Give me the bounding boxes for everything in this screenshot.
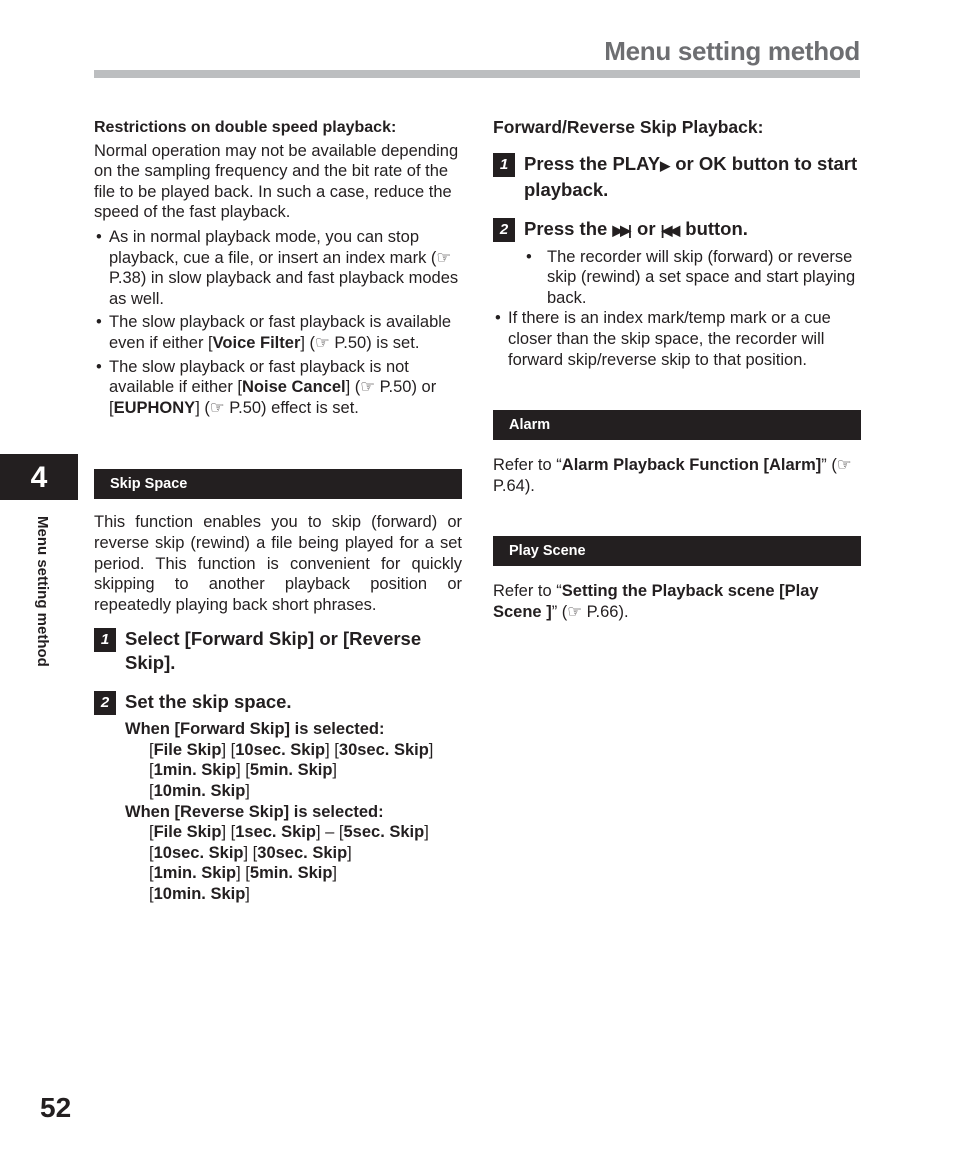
restrictions-heading: Restrictions on double speed playback: [94,119,397,136]
step-number: 1 [94,628,116,652]
option: 1min. Skip [153,761,237,780]
option: 10min. Skip [153,885,246,904]
option: 1sec. Skip [235,823,316,842]
menu-term: Noise Cancel [242,378,346,397]
side-section-label [32,516,62,696]
list-item-text: If there is an index mark/temp mark or a cue closer than the skip space, the recorder will forward skip/reverse skip to that position. [508,309,831,369]
menu-term: Alarm Playback Function [Alarm] [561,456,822,475]
option: 1min. Skip [153,864,237,883]
menu-term: Reverse Skip [125,628,422,674]
step-1 [94,627,462,675]
step-text: Select [ [125,628,191,650]
step-text: ] or [ [308,628,350,650]
body-text: Refer to “ [493,456,562,475]
right-column [493,117,861,623]
forward-options: [File Skip] [10sec. Skip] [30sec. Skip] [1min. Skip] [5min. Skip] [10min. Skip] [149,740,434,801]
play-scene-text [493,581,861,622]
range-dash: – [325,823,335,842]
section-title: Alarm [509,417,551,434]
section-bar-play-scene [493,536,861,566]
option: File Skip [153,823,222,842]
option: 30sec. Skip [338,740,429,759]
list-item-text: As in normal playback mode, you can stop playback, cue a file, or insert an index mark (☞ P.38) in slow playback and fast playback modes as well. [109,227,459,308]
left-column [94,118,462,905]
list-item-text: The slow playback or fast playback is available even if either [ [109,313,452,352]
body-text: Refer to “ [493,582,562,601]
list-item [493,308,861,370]
restrictions-intro: Normal operation may not be available depending on the sampling frequency and the bit rate of the file to be played back. In such a case, reduce the speed of the fast playback. [94,141,459,222]
section-bar-skip-space [94,469,462,499]
step-text: button to start playback. [524,152,858,200]
play-triangle-icon: ▶ [660,157,671,173]
chapter-tab: 4 [0,454,78,500]
menu-term: Forward Skip [190,628,309,650]
menu-term: EUPHONY [113,398,196,417]
step-1 [493,152,861,202]
section-title: Skip Space [110,476,188,493]
forward-reverse-notes [493,308,861,370]
page-title: Menu setting method [604,36,860,66]
option: 10min. Skip [153,782,246,801]
list-item-text: ] (☞ P.50) is set. [300,333,420,352]
step-2-notes [524,247,861,309]
body-text: ” (☞ P.66). [551,602,629,621]
list-item-text: ] (☞ P.50) effect is set. [195,398,359,417]
section-bar-alarm [493,410,861,440]
reverse-when-label [125,802,462,823]
step-text: Set the skip space. [125,691,292,713]
step-text: Press the [524,217,613,239]
header-rule [94,70,860,78]
label-text: When [ [125,720,180,739]
step-number: 2 [493,218,515,242]
step-text: ]. [164,652,176,674]
restrictions-list [94,227,462,418]
skip-forward-icon: ▶▶| [612,221,629,238]
forward-reverse-heading: Forward/Reverse Skip Playback: [493,117,764,137]
option: 5sec. Skip [343,823,425,842]
label-text: ] is selected: [284,720,385,739]
list-item [94,227,462,309]
label-text: When [ [125,802,180,821]
forward-when-label [125,719,462,740]
option: File Skip [153,740,222,759]
list-item-text: The slow playback or fast playback is not available if either [ [109,357,409,397]
option: 5min. Skip [249,761,333,780]
step-text: Press the [524,152,613,174]
side-label-text: Menu setting method [34,516,51,667]
menu-term: Reverse Skip [180,802,284,821]
skip-space-body: This function enables you to skip (forward) or reverse skip (rewind) a file being played for a set period. This function is convenient for quickly skipping to another playback position or repeatedly playing back short phrases. [94,513,462,614]
step-2 [493,217,861,242]
menu-term: Forward Skip [180,720,285,739]
option: 30sec. Skip [257,843,348,862]
menu-term: Voice Filter [212,333,301,352]
ok-button-label: OK [698,152,727,174]
list-item-text: The recorder will skip (forward) or reverse skip (rewind) a set space and start playing back. [547,247,856,307]
list-item-text: ] (☞ P.50) or [ [109,378,437,417]
page-number: 52 [40,1092,72,1123]
list-item [94,312,462,353]
step-2 [94,690,462,714]
step-text: or [670,152,699,174]
option: 5min. Skip [249,864,333,883]
label-text: ] is selected: [283,802,384,821]
list-item [94,357,462,419]
reverse-options: [File Skip] [1sec. Skip] – [5sec. Skip] [10sec. Skip] [30sec. Skip] [1min. Skip] [5min. Skip] [10min. Skip] [149,823,429,904]
skip-back-icon: |◀◀ [660,221,678,238]
step-number: 1 [493,153,515,177]
step-number: 2 [94,691,116,715]
step-text: or [631,217,661,239]
step-text: button. [680,217,748,239]
play-button-label: PLAY [612,152,661,174]
alarm-text [493,455,861,496]
menu-term: Setting the Playback scene [Play Scene ] [493,582,819,621]
list-item [524,247,861,309]
option: 10sec. Skip [153,843,244,862]
section-title: Play Scene [509,543,586,560]
option: 10sec. Skip [235,740,326,759]
skip-options [94,719,462,904]
body-text: ” (☞ P.64). [493,456,852,495]
